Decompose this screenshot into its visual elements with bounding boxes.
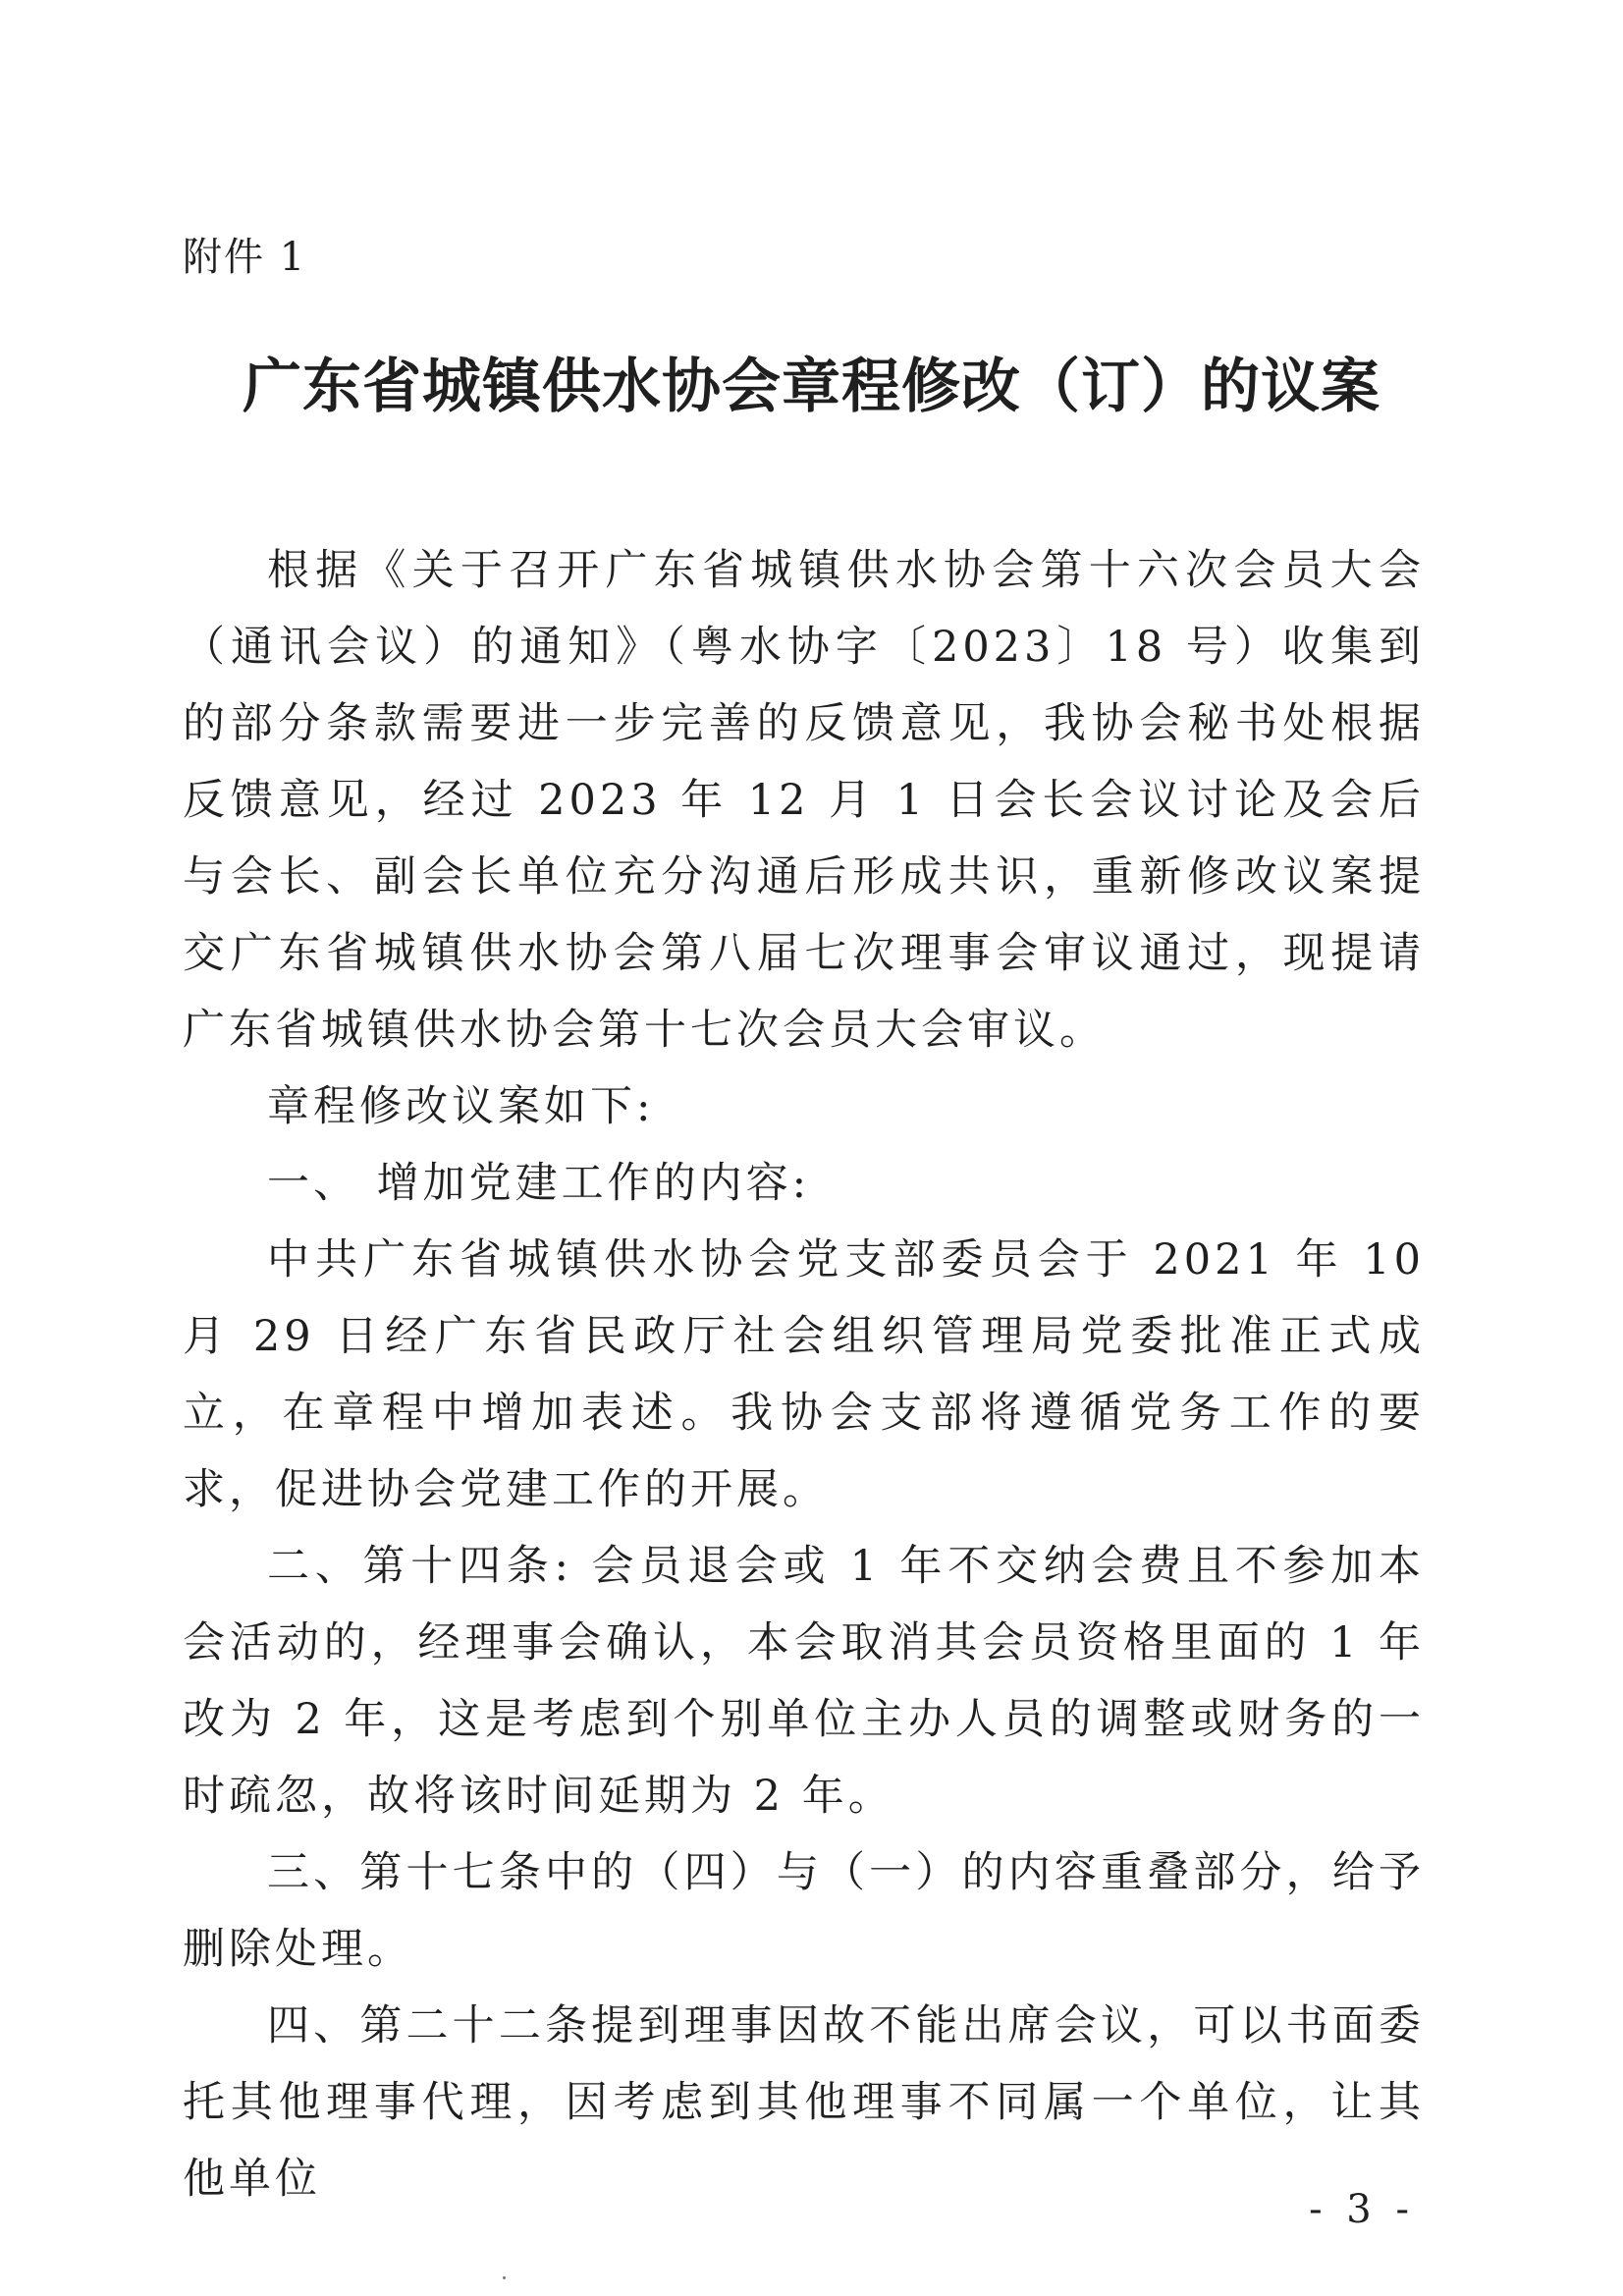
paragraph-item-1-body: 中共广东省城镇供水协会党支部委员会于 2021 年 10 月 29 日经广东省民政厅社会组织管理局党委批准正式成立，在章程中增加表述。我协会支部将遵循党务工作的要求，促进协会党建工作的开展。 — [183, 1235, 1425, 1514]
paragraph-item-4: 四、第二十二条提到理事因故不能出席会议，可以书面委托其他理事代理，因考虑到其他理事不同属一个单位，让其他单位 — [183, 2001, 1425, 2204]
attachment-label: 附件 1 — [183, 235, 307, 280]
paragraph-item-3: 三、第十七条中的（四）与（一）的内容重叠部分，给予删除处理。 — [183, 1848, 1425, 1974]
paragraph-item-1-heading: 一、 增加党建工作的内容: — [267, 1159, 811, 1208]
paragraph-intro: 根据《关于召开广东省城镇供水协会第十六次会员大会（通讯会议）的通知》（粤水协字〔2023〕18 号）收集到的部分条款需要进一步完善的反馈意见，我协会秘书处根据反馈意见，经过 2023 年 12 月 1 日会长会议讨论及会后与会长、副会长单位充分沟通后形成共识，重新修改议案提交广东省城镇供水协会第八届七次理事会审议通过，现提请广东省城镇供水协会第十七次会员大会审议。 — [183, 546, 1425, 1055]
page-number: - 3 - — [1309, 2187, 1415, 2232]
paragraph-item-2: 二、第十四条: 会员退会或 1 年不交纳会费且不参加本会活动的，经理事会确认，本会取消其会员资格里面的 1 年改为 2 年，这是考虑到个别单位主办人员的调整或财务的一时疏忽，故将该时间延期为 2 年。 — [183, 1542, 1425, 1821]
paragraph-amendments-heading: 章程修改议案如下: — [267, 1082, 655, 1131]
scan-dot — [503, 2276, 506, 2279]
document-body — [183, 532, 1425, 2217]
document-title: 广东省城镇供水协会章程修改（订）的议案 — [243, 353, 1380, 421]
